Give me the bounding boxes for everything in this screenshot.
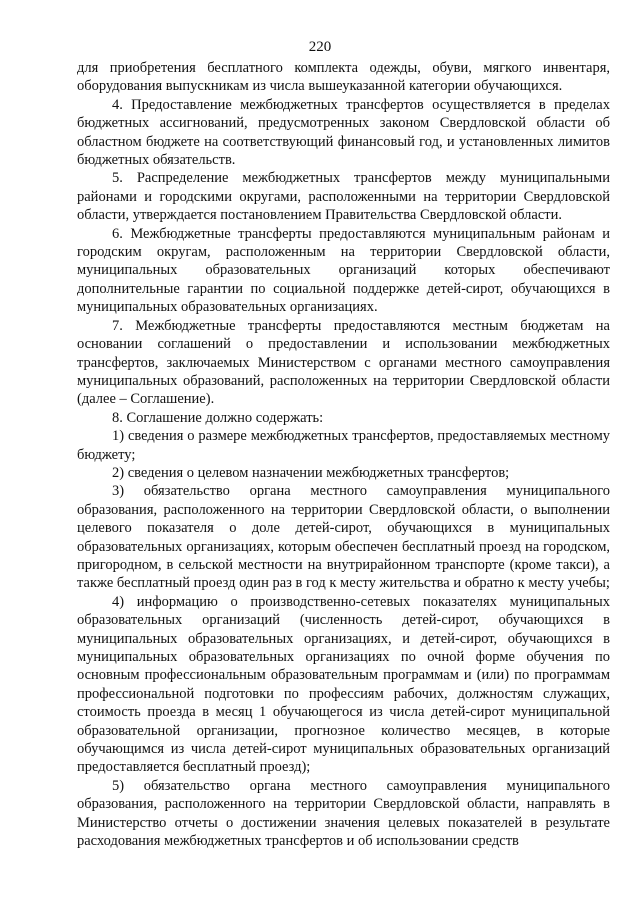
document-body	[77, 59, 610, 850]
paragraph-item-7: 7. Межбюджетные трансферты предоставляются местным бюджетам на основании соглашений о предоставлении и использовании межбюджетных трансфертов, заключаемых Министерством с органами местного самоуправления муниципальных образований, расположенных на территории Свердловской области (далее – Соглашение).	[77, 317, 610, 408]
subitem-1: 1) сведения о размере межбюджетных трансфертов, предоставляемых местному бюджету;	[77, 428, 610, 463]
paragraph-item-5: 5. Распределение межбюджетных трансфертов между муниципальными районами и городскими округами, расположенными на территории Свердловской области, утверждается постановлением Правительства Свердловской области.	[77, 170, 610, 224]
paragraph-item-8: 8. Соглашение должно содержать:	[112, 409, 324, 426]
paragraph-item-4: 4. Предоставление межбюджетных трансфертов осуществляется в пределах бюджетных ассигнований, предусмотренных законом Свердловской области об областном бюджете на соответствующий финансовый год, и установленных лимитов бюджетных обязательств.	[77, 96, 610, 169]
page-number: 220	[308, 39, 332, 55]
subitem-2: 2) сведения о целевом назначении межбюджетных трансфертов;	[112, 464, 510, 481]
subitem-4: 4) информацию о производственно-сетевых показателях муниципальных образовательных организаций (численность детей-сирот, обучающихся в муниципальных образовательных организациях, и детей-сирот, обучающихся в муниципальных образовательных организациях по очной форме обучения по основным профессиональным образовательным программам и (или) по программам профессиональной подготовки по профессиям рабочих, должностям служащих, стоимость проезда в месяц 1 обучающегося из числа детей-сирот муниципальной образовательной организации, прогнозное количество месяцев, в которые обучающимся из числа детей-сирот муниципальных образовательных организаций предоставляется бесплатный проезд);	[77, 593, 610, 776]
subitem-5: 5) обязательство органа местного самоуправления муниципального образования, расположенного на территории Свердловской области, направлять в Министерство отчеты о достижении значения целевых показателей в результате расходования межбюджетных трансфертов и об использовании средств	[77, 777, 610, 850]
subitem-3: 3) обязательство органа местного самоуправления муниципального образования, расположенного на территории Свердловской области, о выполнении целевого показателя о доле детей-сирот, обучающихся в муниципальных образовательных организациях, которым обеспечен бесплатный проезд на городском, пригородном, в сельской местности на внутрирайонном транспорте (кроме такси), а также бесплатный проезд один раз в год к месту жительства и обратно к месту учебы;	[77, 483, 610, 592]
paragraph-item-6: 6. Межбюджетные трансферты предоставляются муниципальным районам и городским округам, расположенным на территории Свердловской области, муниципальных образовательных организаций которых обеспечивают дополнительные гарантии по социальной поддержке детей-сирот, обучающихся в муниципальных образовательных организациях.	[77, 225, 610, 316]
paragraph-continuation: для приобретения бесплатного комплекта одежды, обуви, мягкого инвентаря, оборудования выпускникам из числа вышеуказанной категории обучающихся.	[77, 60, 610, 95]
